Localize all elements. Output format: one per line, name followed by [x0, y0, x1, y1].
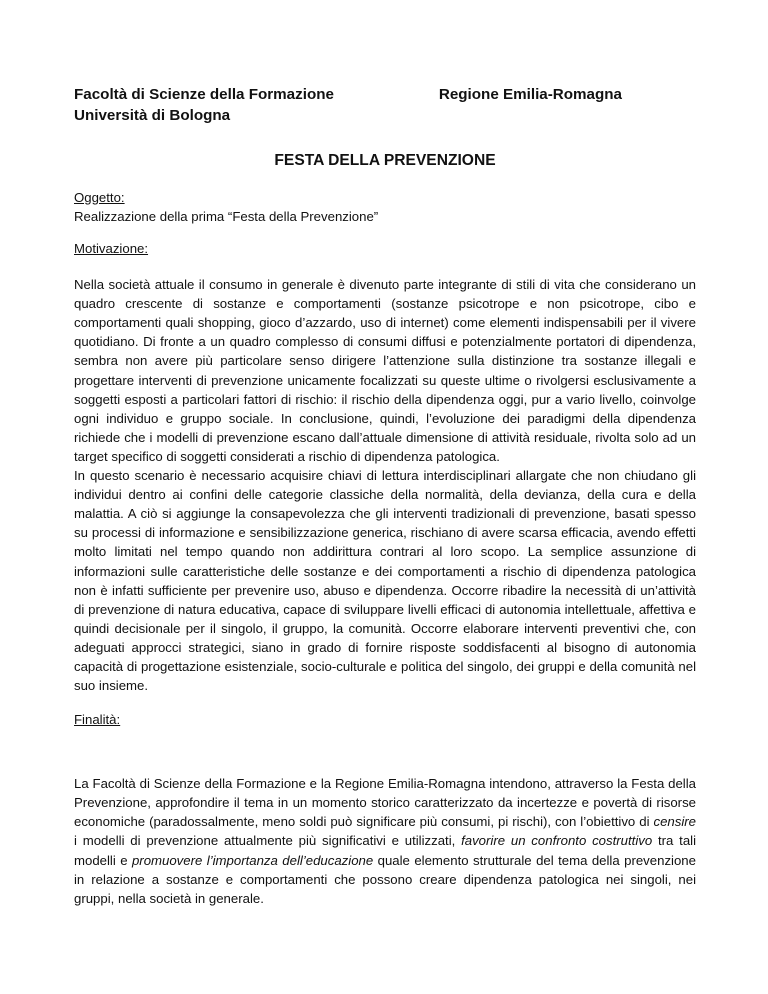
- finalita-text-a: La Facoltà di Scienze della Formazione e la Regione Emilia-Romagna intendono, attraverso la Festa della Prevenzione, approfondire il tema in un momento storico caratterizzato da incertezze e povertà di risorse economiche (paradossalmente, meno soldi può significare più consumi, pi rischi), con l’obiettivo di: [74, 776, 696, 830]
- document-page: [74, 84, 696, 908]
- finalita-paragraph: [74, 774, 696, 908]
- oggetto-label: Oggetto:: [74, 190, 125, 205]
- region-name: Regione Emilia-Romagna: [438, 86, 622, 103]
- header-left: [74, 84, 414, 126]
- finalita-text-c: tra tali modelli e: [74, 833, 697, 868]
- finalita-emphasis-censire: censire: [653, 814, 696, 830]
- section-motivazione: [74, 239, 696, 695]
- motivazione-paragraph-1: Nella società attuale il consumo in generale è divenuto parte integrante di stili di vita che considerano un quadro crescente di sostanze e comportamenti (sostanze psicotrope e non psicotrope, cibo e comportamenti quali shopping, gioco d’azzardo, uso di internet) come elementi indispensabili per il vivere quotidiano. Di fronte a un quadro complesso di consumi diffusi e potenzialmente portatori di dipendenza, sembra non avere più particolare senso dirigere l’attenzione sulla distinzione tra sostanze illegali e progettare interventi di prevenzione unicamente focalizzati su queste ultime o rivolgersi esclusivamente a soggetti esposti a particolari fattori di rischio: il rischio della dipendenza oggi, pur a vario livello, coinvolge ogni individuo e gruppo sociale. In conclusione, quindi, l’evoluzione dei paradigmi della dipendenza richiede che i modelli di prevenzione escano dall’attuale dimensione di attività residuale, rivolta solo ad un target specifico di soggetti considerati a rischio di dipendenza patologica.: [74, 277, 696, 464]
- faculty-name: Facoltà di Scienze della Formazione: [74, 86, 334, 103]
- finalita-text-b: i modelli di prevenzione attualmente più significativi e utilizzati,: [74, 833, 462, 849]
- motivazione-label: Motivazione:: [74, 241, 149, 257]
- document-title: FESTA DELLA PREVENZIONE: [274, 152, 496, 169]
- header: [74, 84, 696, 126]
- oggetto-text: Realizzazione della prima “Festa della Prevenzione”: [74, 209, 379, 224]
- section-finalita: [74, 710, 696, 908]
- finalita-text-d: quale elemento strutturale del tema della prevenzione in relazione a sostanze e comportamenti che possono creare dipendenza patologica nei singoli, nei gruppi, nella società in generale.: [74, 852, 696, 906]
- university-name: Università di Bologna: [74, 107, 231, 124]
- finalita-emphasis-confronto: favorire un confronto costruttivo: [461, 833, 653, 849]
- section-oggetto: [74, 188, 696, 226]
- finalita-label: Finalità:: [74, 712, 121, 728]
- motivazione-paragraph-2: In questo scenario è necessario acquisire chiavi di lettura interdisciplinari allargate che non chiudano gli individui dentro ai confini delle categorie classiche della normalità, della devianza, della cura e della malattia. A ciò si aggiunge la consapevolezza che gli interventi tradizionali di prevenzione, basati spesso su processi di informazione e sensibilizzazione generica, rischiano di avere scarsa efficacia, avendo effetti molto limitati nel tempo quando non addirittura contrari al loro scopo. La semplice assunzione di informazioni sulle caratteristiche delle sostanze e dei comportamenti a rischio di dipendenza patologica non è infatti sufficiente per prevenire uso, abuso e dipendenza. Occorre ribadire la necessità di un’attività di prevenzione di natura educativa, capace di sviluppare livelli efficaci di autonomia intellettuale, affettiva e quindi decisionale per il singolo, il gruppo, la comunità. Occorre elaborare interventi preventivi che, con adeguati approcci strategici, siano in grado di fornire risposte soddisfacenti al bisogno di autonomia capacità di progettazione esistenziale, socio-culturale e politica del singolo, dei gruppi e della comunità nel suo insieme.: [74, 468, 696, 694]
- finalita-emphasis-educazione: promuovere l’importanza dell’educazione: [131, 852, 374, 868]
